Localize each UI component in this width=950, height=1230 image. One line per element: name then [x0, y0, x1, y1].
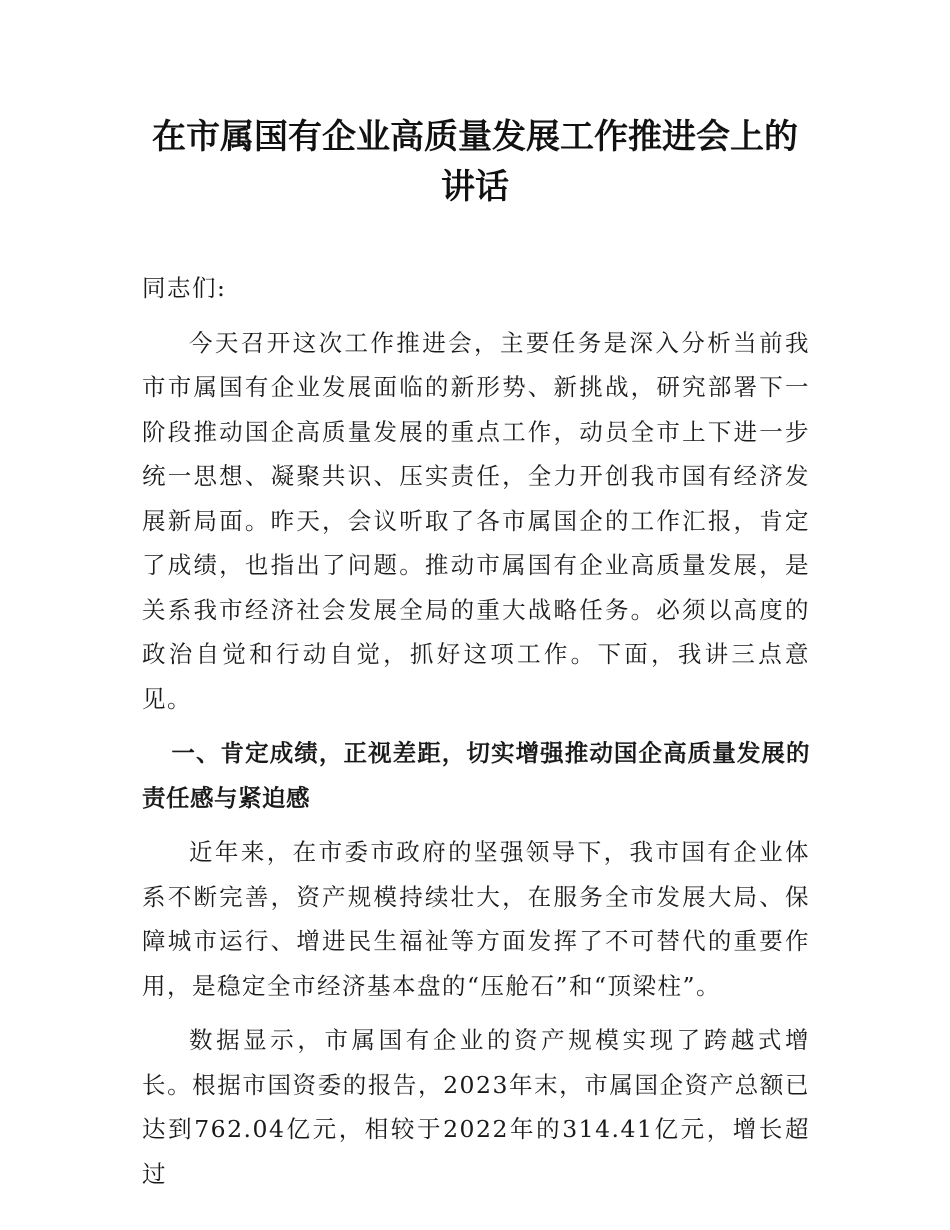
body-paragraph: 近年来，在市委市政府的坚强领导下，我市国有企业体系不断完善，资产规模持续壮大，在服务全市发展大局、保障城市运行、增进民生福祉等方面发挥了不可替代的重要作用，是稳定全市经济基本盘的“压舱石”和“顶梁柱”。	[142, 838, 810, 1000]
body-paragraph: 今天召开这次工作推进会，主要任务是深入分析当前我市市属国有企业发展面临的新形势、新挑战，研究部署下一阶段推动国企高质量发展的重点工作，动员全市上下进一步统一思想、凝聚共识、压实责任，全力开创我市国有经济发展新局面。昨天，会议听取了各市属国企的工作汇报，肯定了成绩，也指出了问题。推动市属国有企业高质量发展，是关系我市经济社会发展全局的重大战略任务。必须以高度的政治自觉和行动自觉，抓好这项工作。下面，我讲三点意见。	[142, 328, 810, 713]
document-body	[142, 266, 810, 1206]
salutation: 同志们:	[142, 274, 227, 302]
document-title: 在市属国有企业高质量发展工作推进会上的讲话	[152, 117, 798, 207]
section-heading: 一、肯定成绩，正视差距，切实增强推动国企高质量发展的责任感与紧迫感	[142, 739, 810, 812]
body-paragraph: 数据显示，市属国有企业的资产规模实现了跨越式增长。根据市国资委的报告，2023年末，市属国企资产总额已达到762.04亿元，相较于2022年的314.41亿元，增长超过	[142, 1026, 810, 1188]
